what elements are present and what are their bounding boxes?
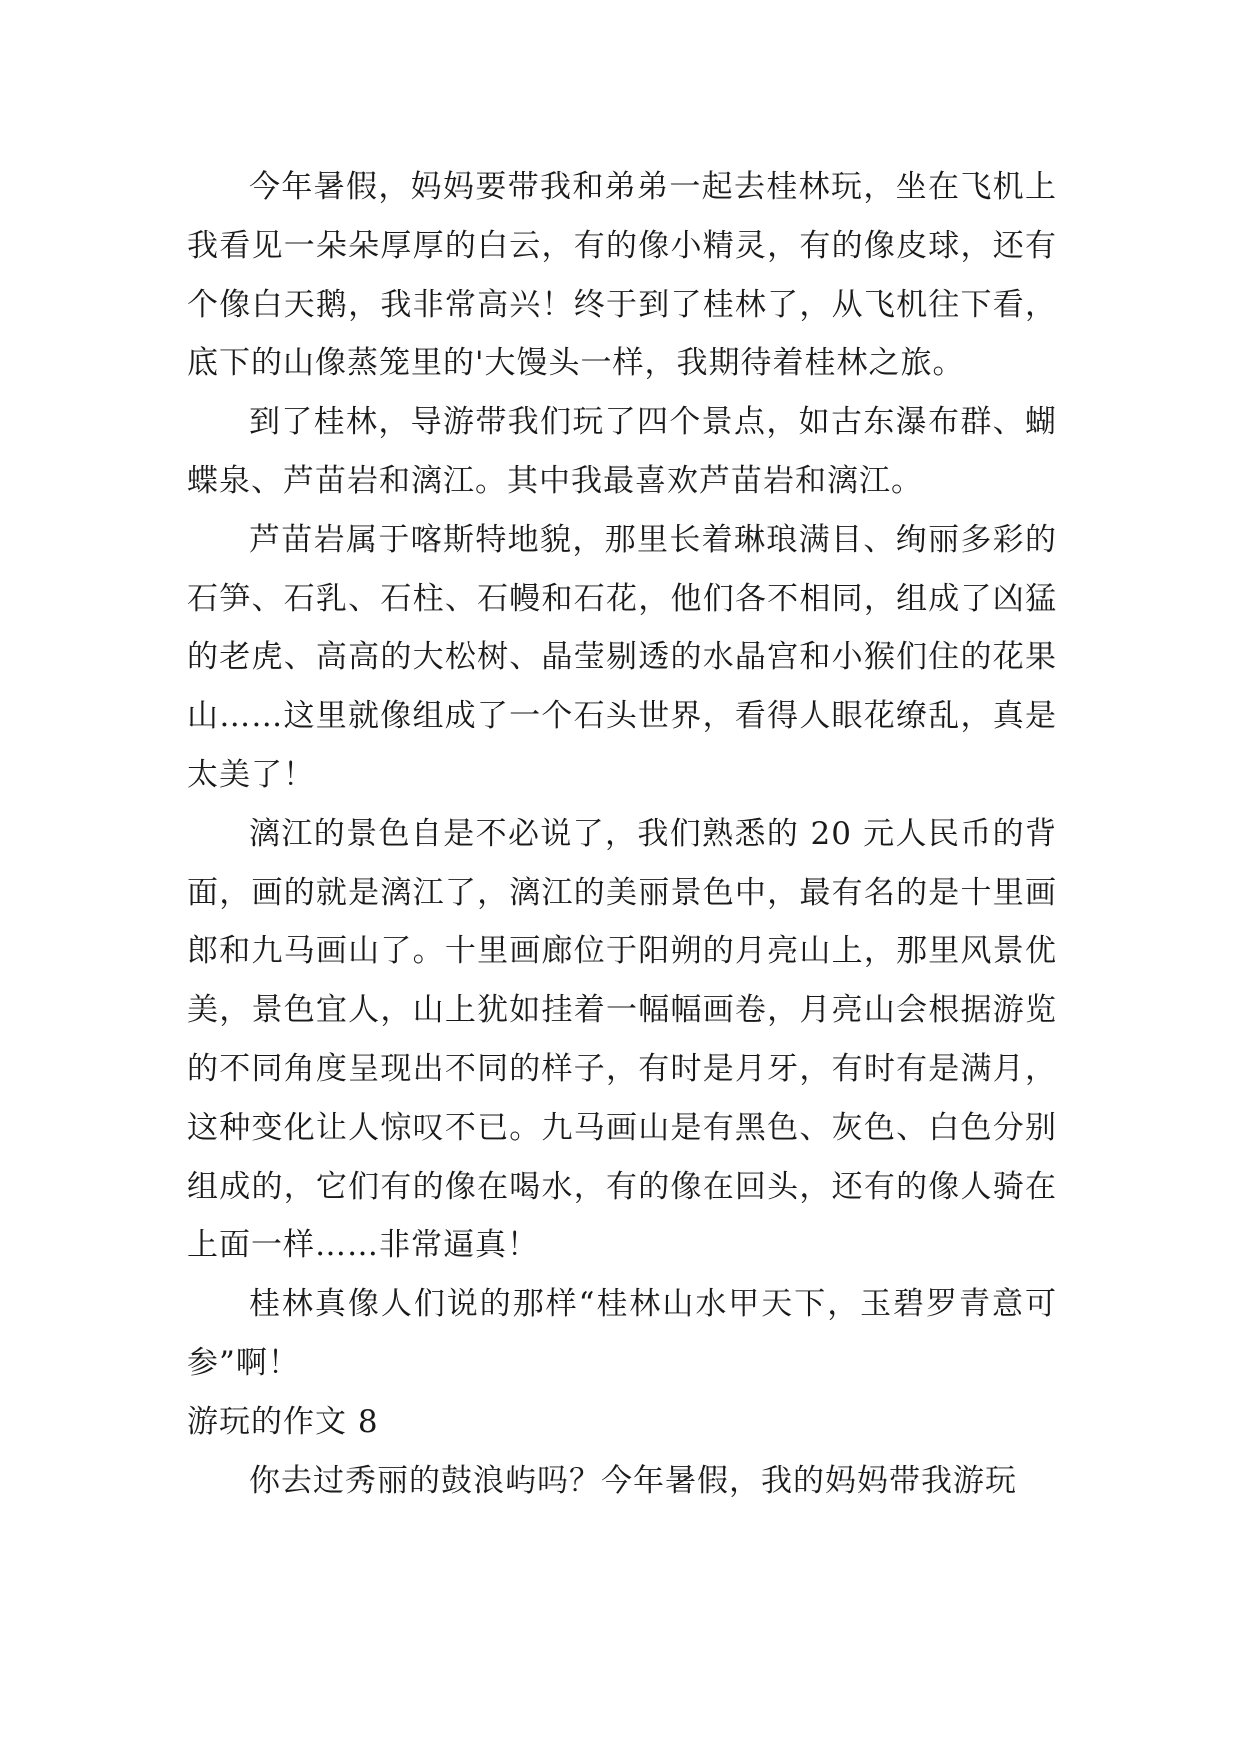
essay-heading: 游玩的作文 8 [187, 1403, 379, 1440]
paragraph-gulangyu-start: 你去过秀丽的鼓浪屿吗？今年暑假，我的妈妈带我游玩 [249, 1462, 1017, 1499]
paragraph-conclusion: 桂林真像人们说的那样“桂林山水甲天下，玉碧罗青意可参”啊！ [187, 1286, 1057, 1381]
paragraph-summer-trip: 今年暑假，妈妈要带我和弟弟一起去桂林玩，坐在飞机上我看见一朵朵厚厚的白云，有的像小精灵，有的像皮球，还有个像白天鹅，我非常高兴！终于到了桂林了，从飞机往下看，底下的山像蒸笼里的'大馒头一样，我期待着桂林之旅。 [187, 169, 1057, 382]
paragraph-reed-flute-cave: 芦苗岩属于喀斯特地貌，那里长着琳琅满目、绚丽多彩的石笋、石乳、石柱、石幔和石花，他们各不相同，组成了凶猛的老虎、高高的大松树、晶莹剔透的水晶宫和小猴们住的花果山……这里就像组成了一个石头世界，看得人眼花缭乱，真是太美了！ [187, 521, 1057, 793]
paragraph-li-river: 漓江的景色自是不必说了，我们熟悉的 20 元人民币的背面，画的就是漓江了，漓江的美丽景色中，最有名的是十里画郎和九马画山了。十里画廊位于阳朔的月亮山上，那里风景优美，景色宜人，山上犹如挂着一幅幅画卷，月亮山会根据游览的不同角度呈现出不同的样子，有时是月牙，有时有是满月，这种变化让人惊叹不已。九马画山是有黑色、灰色、白色分别组成的，它们有的像在喝水，有的像在回头，还有的像人骑在上面一样……非常逼真！ [187, 815, 1057, 1264]
paragraph-scenic-spots: 到了桂林，导游带我们玩了四个景点，如古东瀑布群、蝴蝶泉、芦苗岩和漓江。其中我最喜欢芦苗岩和漓江。 [187, 404, 1057, 499]
document-body [187, 158, 1057, 1510]
